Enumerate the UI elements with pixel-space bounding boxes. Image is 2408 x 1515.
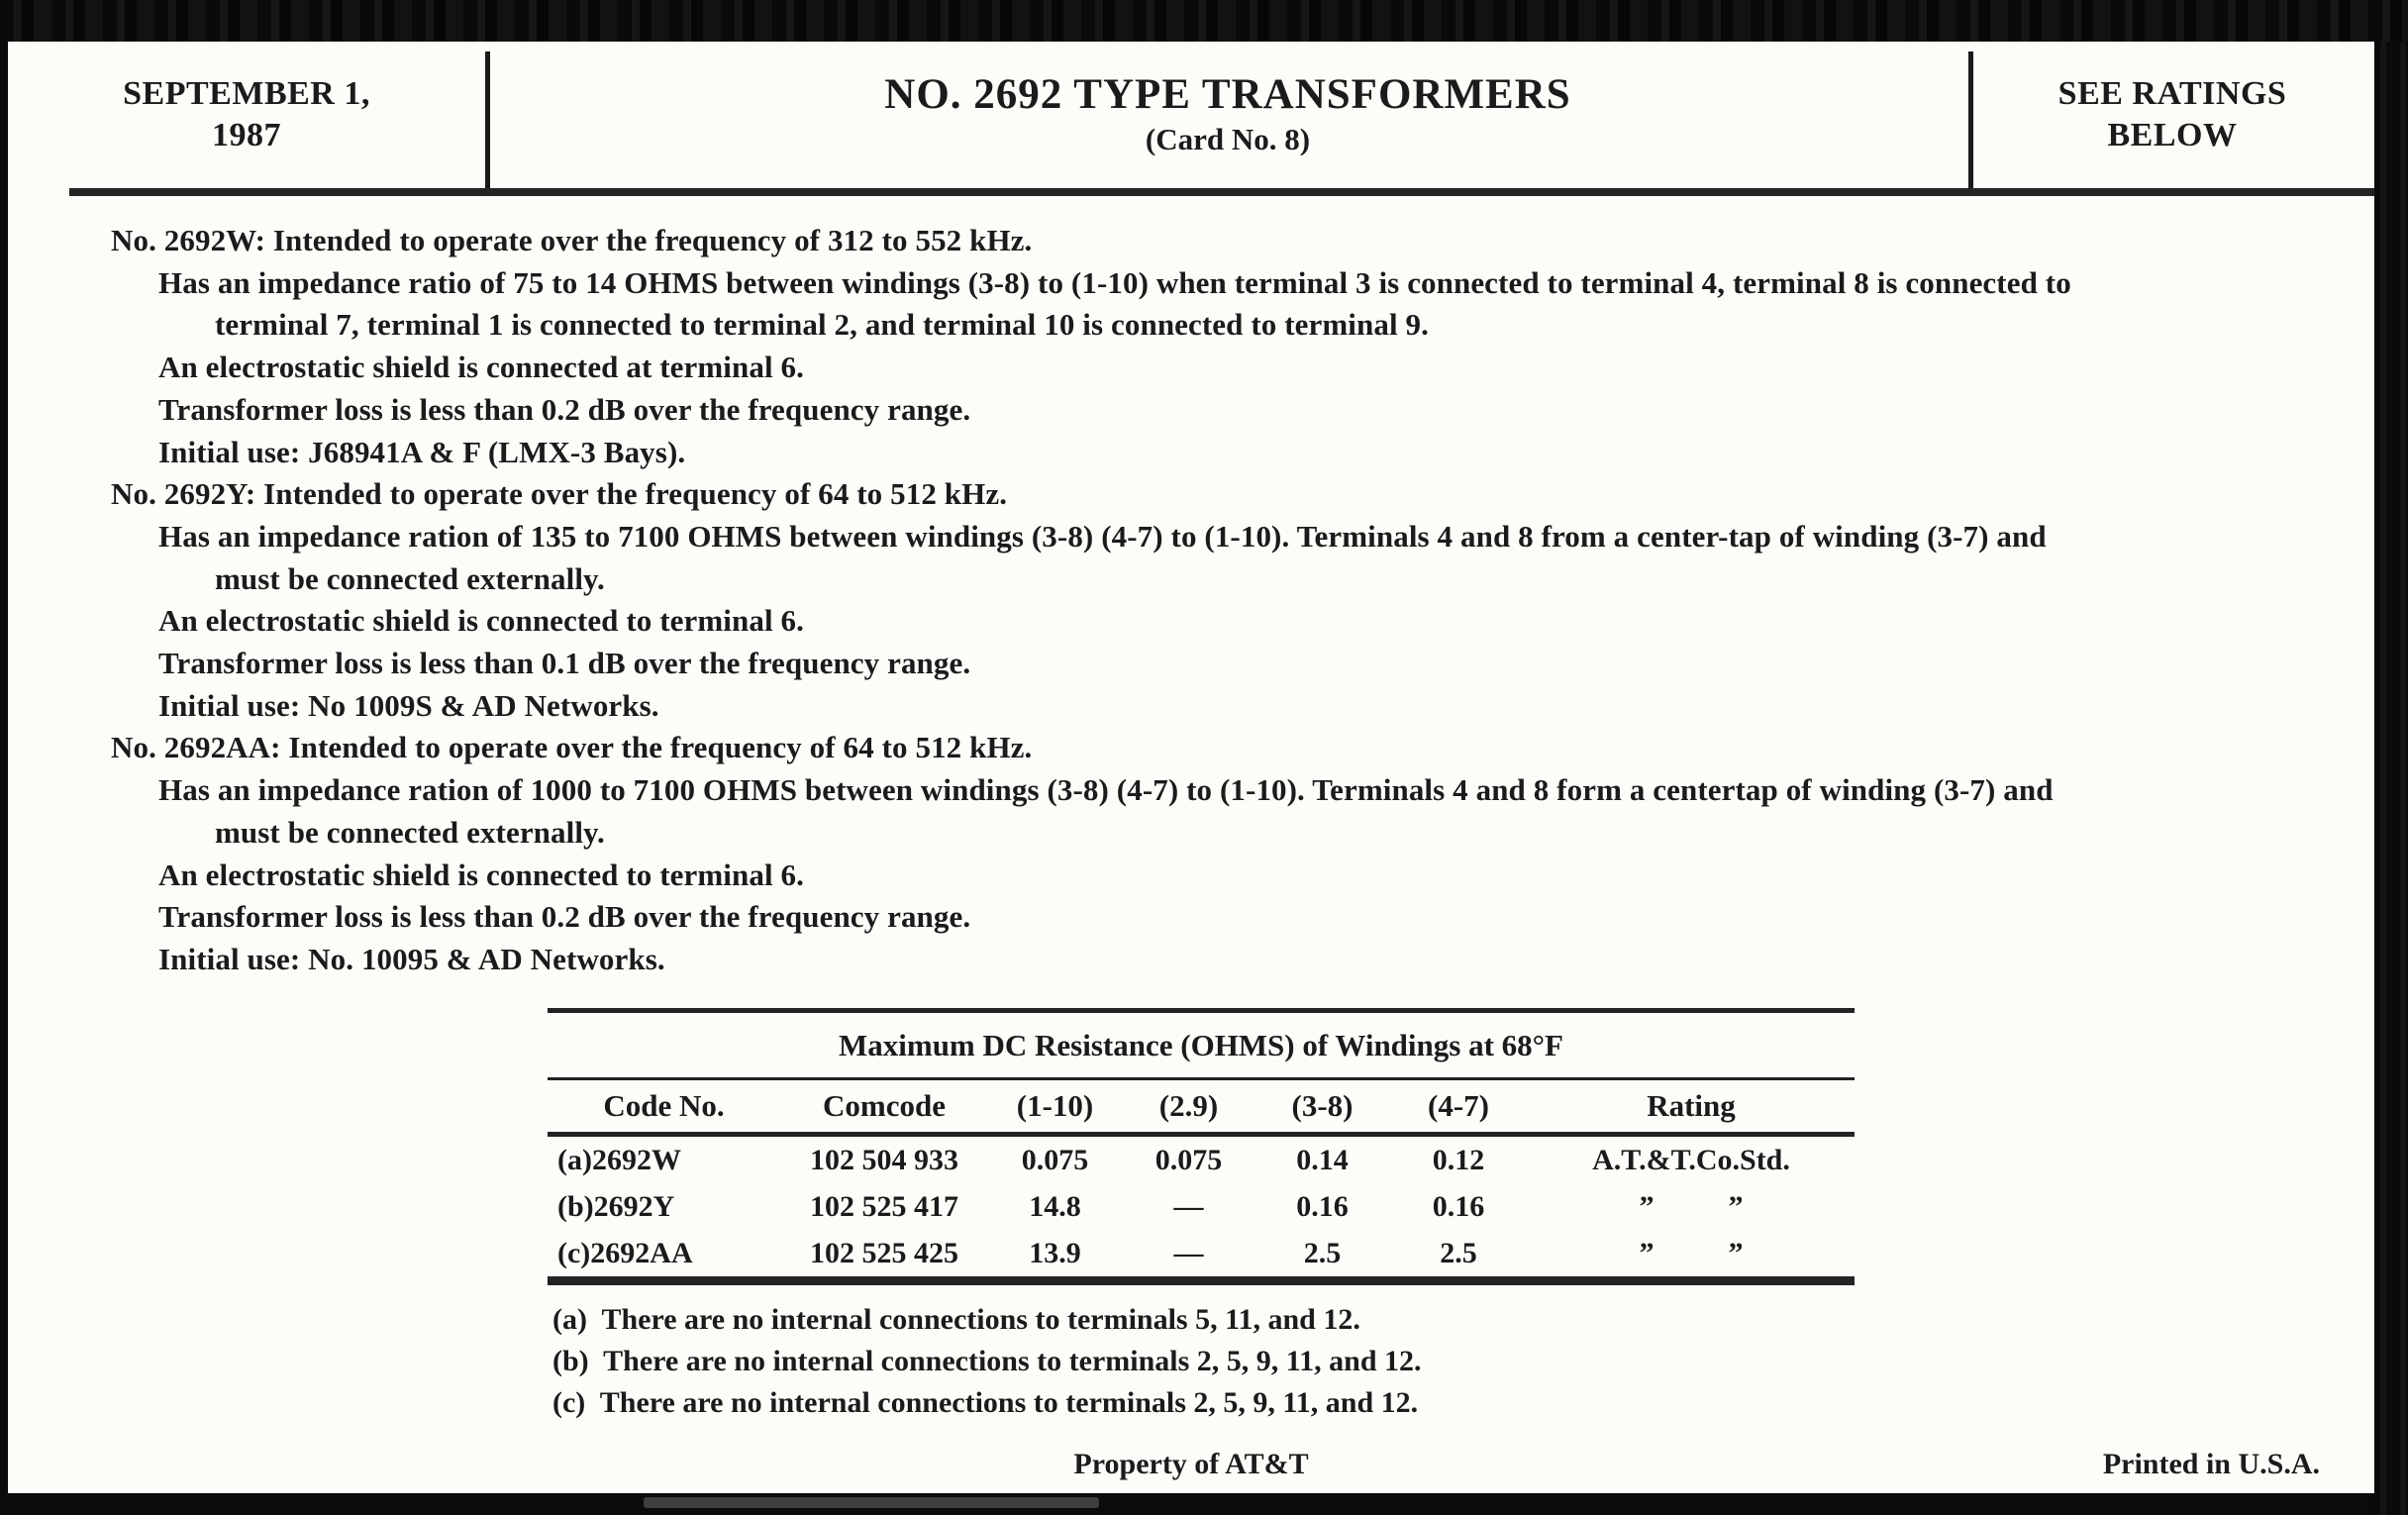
- body-line: Has an impedance ration of 1000 to 7100 OHMS between windings (3-8) (4-7) to (1-10). Terminals 4 and 8 form a centertap of winding (3-7) and: [158, 772, 2054, 808]
- body-line: Has an impedance ratio of 75 to 14 OHMS between windings (3-8) to (1-10) when terminal 3 is connected to terminal 4, terminal 8 is connected to: [158, 264, 2071, 300]
- header-divider-right: [1968, 51, 1973, 188]
- body-line: No. 2692AA: Intended to operate over the frequency of 64 to 512 kHz.: [111, 730, 1033, 765]
- body-line: Transformer loss is less than 0.1 dB over the frequency range.: [158, 646, 971, 681]
- table-row: [548, 1137, 1855, 1183]
- column-header-comcode: Comcode: [823, 1088, 946, 1123]
- body-line: No. 2692Y: Intended to operate over the frequency of 64 to 512 kHz.: [111, 476, 1008, 512]
- scan-border-left: [0, 42, 8, 1515]
- header-date-line2: 1987: [212, 117, 281, 153]
- table-cell: 102 525 425: [810, 1236, 958, 1269]
- header-divider-left: [485, 51, 490, 188]
- footer-printed-note: Printed in U.S.A.: [2102, 1448, 2320, 1480]
- column-header-rating: Rating: [1647, 1088, 1736, 1123]
- body-line: Transformer loss is less than 0.2 dB over the frequency range.: [158, 391, 971, 427]
- document-title: NO. 2692 TYPE TRANSFORMERS: [884, 71, 1571, 118]
- header-ratings-note: [1970, 42, 2374, 188]
- column-header-2-9: (2.9): [1158, 1088, 1219, 1123]
- footnote: (b) There are no internal connections to terminals 2, 5, 9, 11, and 12.: [552, 1345, 1422, 1377]
- body-line: terminal 7, terminal 1 is connected to terminal 2, and terminal 10 is connected to terminal 9.: [215, 307, 1429, 343]
- table-cell: 0.075: [1154, 1143, 1223, 1176]
- body-line: Has an impedance ration of 135 to 7100 OHMS between windings (3-8) (4-7) to (1-10). Terminals 4 and 8 from a center-tap of winding (3-7) and: [158, 518, 2047, 554]
- table-cell: 14.8: [1029, 1189, 1081, 1223]
- header-title-block: [485, 42, 1970, 188]
- table-title: Maximum DC Resistance (OHMS) of Windings at 68°F: [839, 1027, 1563, 1062]
- table-cell: —: [1173, 1189, 1204, 1223]
- table-cell: (a)2692W: [557, 1143, 681, 1176]
- header-rule: [69, 188, 2374, 196]
- header-date-line1: SEPTEMBER 1,: [123, 75, 370, 112]
- body-line: No. 2692W: Intended to operate over the frequency of 312 to 552 kHz.: [111, 223, 1033, 257]
- table-row: [548, 1230, 1855, 1276]
- body-line: An electrostatic shield is connected to terminal 6.: [158, 857, 804, 892]
- table-cell: 0.16: [1432, 1189, 1485, 1223]
- dc-resistance-table: [548, 1008, 1855, 1424]
- table-row: [548, 1183, 1855, 1230]
- table-footnotes: [548, 1299, 1855, 1424]
- table-rule-bottom: [548, 1276, 1855, 1285]
- table-cell: 0.14: [1296, 1143, 1349, 1176]
- table-cell: 102 504 933: [810, 1143, 958, 1176]
- scan-artifact: [644, 1497, 1099, 1508]
- footer-property-note: Property of AT&T: [1073, 1448, 1309, 1480]
- body-line: Initial use: No. 10095 & AD Networks.: [158, 941, 665, 976]
- body-line: Initial use: No 1009S & AD Networks.: [158, 687, 659, 723]
- body-line: must be connected externally.: [215, 814, 605, 850]
- document-subtitle: (Card No. 8): [1145, 122, 1311, 156]
- header-date: [8, 42, 485, 188]
- table-cell: 0.16: [1296, 1189, 1349, 1223]
- table-header-row: [548, 1080, 1855, 1132]
- document-page: [8, 42, 2374, 1493]
- body-line: Transformer loss is less than 0.2 dB over the frequency range.: [158, 899, 971, 935]
- table-cell: 0.075: [1021, 1143, 1089, 1176]
- table-cell: 102 525 417: [810, 1189, 958, 1223]
- document-footer: [8, 1448, 2374, 1487]
- table-cell: —: [1173, 1236, 1204, 1269]
- scan-border-bottom: [8, 1493, 2374, 1515]
- body-line: Initial use: J68941A & F (LMX-3 Bays).: [158, 434, 686, 469]
- column-header-3-8: (3-8): [1291, 1088, 1354, 1123]
- table-cell: 0.12: [1432, 1143, 1485, 1176]
- footnote: (a) There are no internal connections to terminals 5, 11, and 12.: [552, 1303, 1360, 1336]
- table-cell: A.T.&T.Co.Std.: [1592, 1143, 1790, 1176]
- scan-border-top: [0, 0, 2408, 42]
- table-cell: ” ”: [1639, 1189, 1744, 1223]
- table-cell: ” ”: [1639, 1236, 1744, 1269]
- body-text: [8, 220, 2374, 981]
- body-line: An electrostatic shield is connected to terminal 6.: [158, 603, 804, 639]
- column-header-1-10: (1-10): [1016, 1088, 1094, 1123]
- body-line: must be connected externally.: [215, 560, 605, 596]
- scan-border-right: [2374, 42, 2408, 1515]
- table-cell: (b)2692Y: [557, 1189, 675, 1223]
- document-header: [8, 42, 2374, 188]
- table-cell: 13.9: [1029, 1236, 1081, 1269]
- table-cell: 2.5: [1440, 1236, 1477, 1269]
- table-cell: (c)2692AA: [557, 1236, 693, 1269]
- body-line: An electrostatic shield is connected at terminal 6.: [158, 350, 804, 385]
- ratings-note-line1: SEE RATINGS: [2057, 75, 2287, 112]
- column-header-4-7: (4-7): [1428, 1088, 1489, 1123]
- column-header-code-no: Code No.: [603, 1088, 725, 1123]
- table-cell: 2.5: [1303, 1236, 1342, 1269]
- footnote: (c) There are no internal connections to terminals 2, 5, 9, 11, and 12.: [552, 1386, 1419, 1419]
- ratings-note-line2: BELOW: [2107, 117, 2238, 153]
